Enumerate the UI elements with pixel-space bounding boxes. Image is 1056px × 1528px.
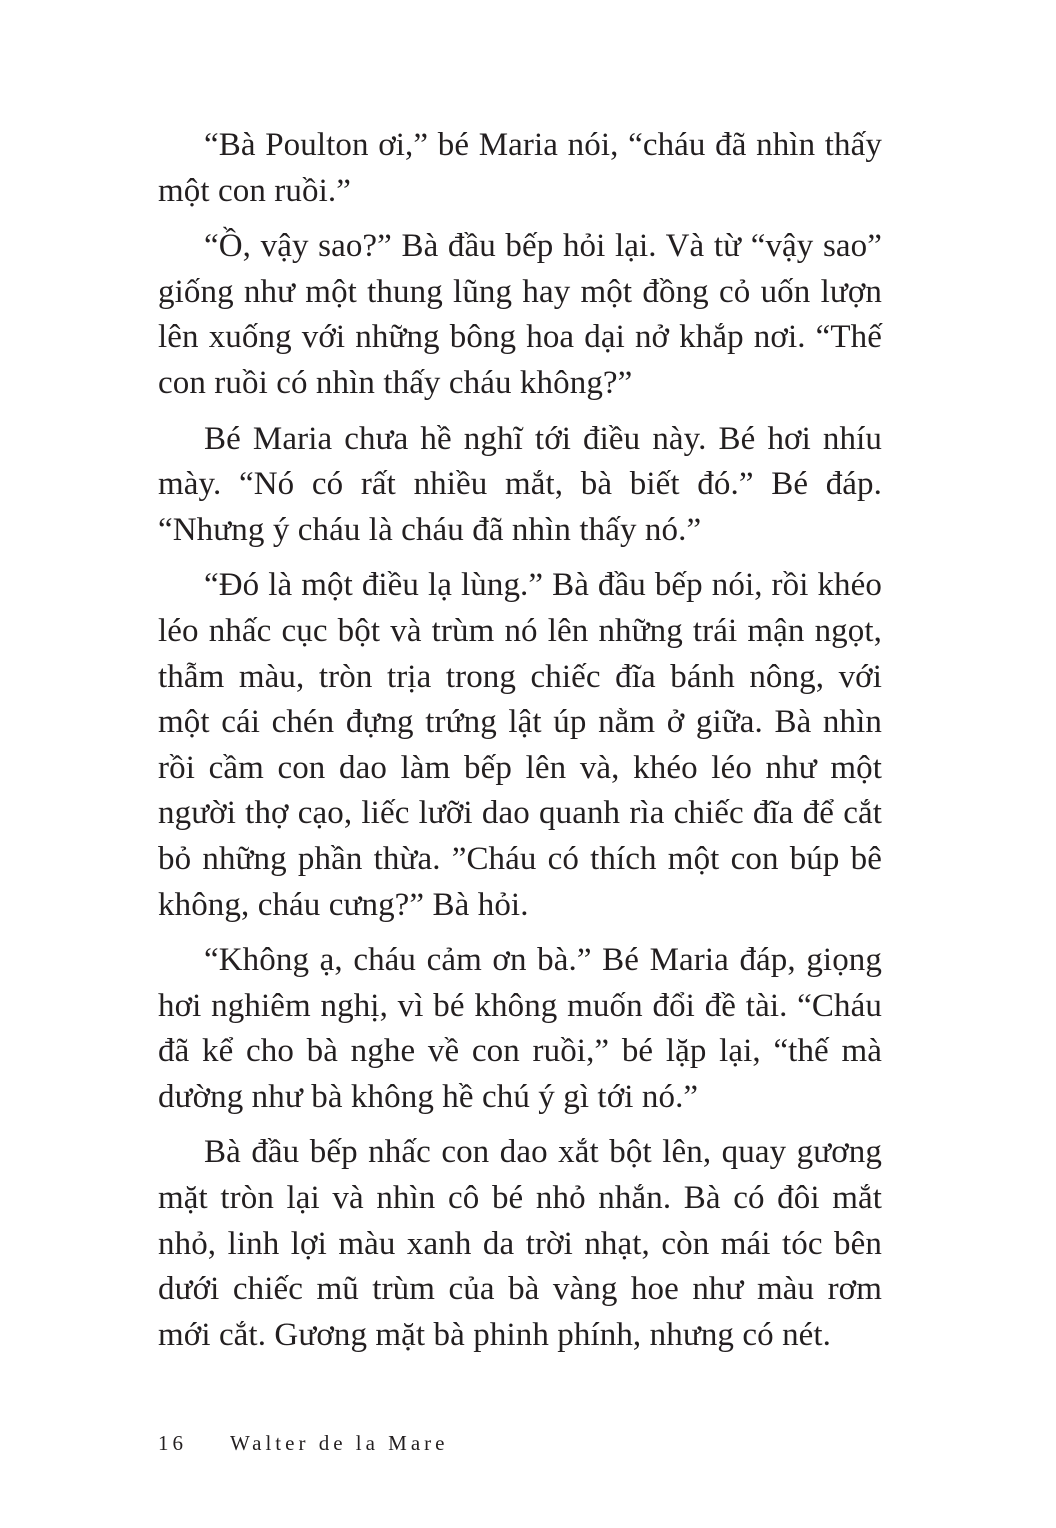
paragraph: Bà đầu bếp nhấc con dao xắt bột lên, quay gương mặt tròn lại và nhìn cô bé nhỏ nhắn. Bà có đôi mắt nhỏ, linh lợi màu xanh da trời nhạt, còn mái tóc bên dưới chiếc mũ trùm của bà vàng hoe như màu rơm mới cắt. Gương mặt bà phinh phính, nhưng có nét. (158, 1134, 882, 1353)
page-footer (158, 1431, 448, 1456)
paragraph: “Không ạ, cháu cảm ơn bà.” Bé Maria đáp, giọng hơi nghiêm nghị, vì bé không muốn đổi đề tài. “Cháu đã kể cho bà nghe về con ruồi,” bé lặp lại, “thế mà dường như bà không hề chú ý gì tới nó.” (158, 942, 882, 1115)
running-footer-author: Walter de la Mare (230, 1431, 449, 1455)
page-body (158, 123, 882, 1368)
paragraph: “Đó là một điều lạ lùng.” Bà đầu bếp nói, rồi khéo léo nhấc cục bột và trùm nó lên những trái mận ngọt, thẫm màu, tròn trịa trong chiếc đĩa bánh nông, với một cái chén đựng trứng lật úp nằm ở giữa. Bà nhìn rồi cầm con dao làm bếp lên và, khéo léo như một người thợ cạo, liếc lưỡi dao quanh rìa chiếc đĩa để cắt bỏ những phần thừa. ”Cháu có thích một con búp bê không, cháu cưng?” Bà hỏi. (158, 567, 882, 923)
paragraph: “Ồ, vậy sao?” Bà đầu bếp hỏi lại. Và từ “vậy sao” giống như một thung lũng hay một đồng cỏ uốn lượn lên xuống với những bông hoa dại nở khắp nơi. “Thế con ruồi có nhìn thấy cháu không?” (158, 228, 882, 401)
page-number: 16 (158, 1431, 187, 1455)
paragraph: “Bà Poulton ơi,” bé Maria nói, “cháu đã nhìn thấy một con ruồi.” (158, 127, 882, 209)
paragraph: Bé Maria chưa hề nghĩ tới điều này. Bé hơi nhíu mày. “Nó có rất nhiều mắt, bà biết đó.” Bé đáp. “Nhưng ý cháu là cháu đã nhìn thấy nó.” (158, 420, 882, 548)
